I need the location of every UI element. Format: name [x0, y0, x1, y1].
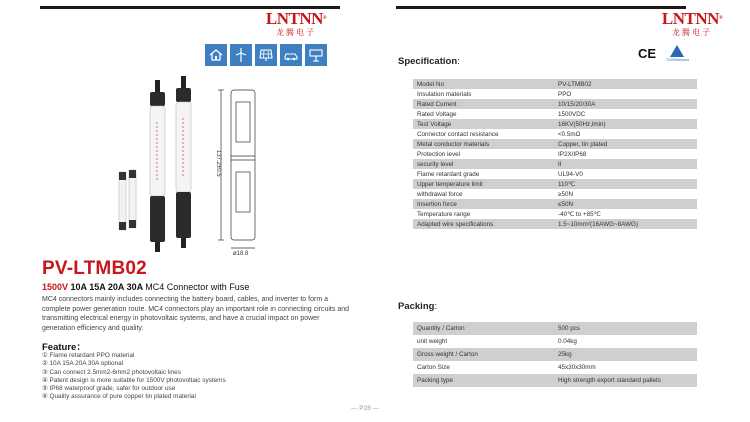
- row-value: 1500VDC: [554, 109, 697, 119]
- car-icon: [280, 44, 302, 66]
- row-value: PPO: [554, 89, 697, 99]
- row-value: 1.5~10mm²(16AWG~8AWG): [554, 219, 697, 229]
- product-description: MC4 connectors mainly includes connecting the battery board, cables, and inverter to form a complete power generation route. MC4 connectors play an important role in connecting circuits and transmitting electrical energy in photovoltaic systems, and have a crucial impact on power generation efficiency and quality.: [42, 296, 349, 332]
- table-row: [413, 159, 697, 169]
- table-row: [413, 169, 697, 179]
- row-value: 16KV(50Hz,lmin): [554, 119, 697, 129]
- specification-table: [413, 79, 697, 229]
- table-row: [413, 109, 697, 119]
- logo-subtitle: 龙腾电子: [672, 28, 712, 37]
- table-row: [413, 374, 697, 387]
- house-icon: [205, 44, 227, 66]
- brand-logo-left: LNTNN® 龙腾电子: [265, 9, 327, 37]
- row-value: PV-LTMB02: [554, 79, 697, 89]
- row-value: 110℃: [554, 179, 697, 189]
- application-icons: [205, 44, 327, 66]
- fuse-holder-small-image: [119, 170, 136, 230]
- row-label: Quantity / Carton: [413, 322, 554, 335]
- row-label: withdrawal force: [413, 189, 554, 199]
- row-value: Copper, tin plated: [554, 139, 697, 149]
- row-label: Insulation materials: [413, 89, 554, 99]
- row-value: 45x30x30mm: [554, 361, 697, 374]
- product-type: MC4 Connector with Fuse: [145, 282, 250, 292]
- wind-turbine-icon: [230, 44, 252, 66]
- tuv-mark: TÜVRheinland: [666, 45, 689, 62]
- feature-item: ⑥ Quality assurance of pure copper tin plated material: [42, 393, 196, 401]
- row-value: High strength export standard pallets: [554, 374, 697, 387]
- certification-marks: [638, 45, 689, 62]
- feature-list: [42, 352, 226, 402]
- connector-image-2: [176, 76, 191, 248]
- feature-item: ① Flame retardant PPO material: [42, 352, 135, 359]
- top-rule-right: [396, 6, 686, 9]
- row-label: Gross weight / Carton: [413, 348, 554, 361]
- feature-item: ④ Patent design is more suitable for 1500V photovoltaic systems: [42, 376, 226, 384]
- logo-subtitle: 龙腾电子: [276, 28, 316, 37]
- row-label: Model No: [413, 79, 554, 89]
- logo-mark: LNTNN: [265, 9, 323, 28]
- packing-table: [413, 322, 697, 387]
- row-label: Rated Current: [413, 99, 554, 109]
- row-label: Carton Size: [413, 361, 554, 374]
- row-label: Flame retardant grade: [413, 169, 554, 179]
- table-row: [413, 99, 697, 109]
- feature-heading: Feature：: [42, 342, 86, 353]
- row-label: unit weight: [413, 335, 554, 348]
- row-value: II: [554, 159, 697, 169]
- product-subtitle: [42, 282, 249, 292]
- billboard-icon: [305, 44, 327, 66]
- page-number: --- P28 ---: [351, 405, 380, 412]
- diameter-dimension: ø18.8: [233, 251, 249, 257]
- table-row: [413, 79, 697, 89]
- table-row: [413, 219, 697, 229]
- technical-drawing: [218, 90, 255, 248]
- table-row: [413, 335, 697, 348]
- voltage-highlight: 1500V: [42, 282, 69, 292]
- row-label: Metal conductor materials: [413, 139, 554, 149]
- row-label: Rated Voltage: [413, 109, 554, 119]
- feature-item: ② 10A 15A 20A 30A optional: [42, 360, 124, 368]
- connector-image-1: [150, 80, 165, 252]
- table-row: [413, 129, 697, 139]
- packing-heading: Packing:: [398, 301, 438, 312]
- row-value: IP2X/IP68: [554, 149, 697, 159]
- feature-item: ③ Can connect 2.5mm2-6mm2 photovoltaic lines: [42, 368, 181, 376]
- row-label: Adapted wire specifications: [413, 219, 554, 229]
- row-label: Test Voltage: [413, 119, 554, 129]
- ce-mark: CE: [638, 46, 657, 61]
- table-row: [413, 361, 697, 374]
- table-row: [413, 179, 697, 189]
- feature-item: ⑤ IP68 waterproof grade, safer for outdoor use: [42, 385, 176, 393]
- row-label: Insertion force: [413, 199, 554, 209]
- row-value: -40℃ to +85℃: [554, 209, 697, 219]
- specification-heading: Specification:: [398, 56, 460, 67]
- table-row: [413, 139, 697, 149]
- row-value: UL94-V0: [554, 169, 697, 179]
- row-label: security level: [413, 159, 554, 169]
- solar-panel-icon: [255, 44, 277, 66]
- table-row: [413, 199, 697, 209]
- product-illustration: [105, 72, 275, 258]
- row-value: 10/15/20/30A: [554, 99, 697, 109]
- row-value: 0.04kg: [554, 335, 697, 348]
- product-title: PV-LTMB02: [42, 258, 147, 279]
- row-value: ≤50N: [554, 199, 697, 209]
- row-value: 500 pcs: [554, 322, 697, 335]
- logo-mark: LNTNN: [661, 9, 719, 28]
- tuv-triangle-icon: [670, 45, 684, 57]
- table-row: [413, 209, 697, 219]
- current-options: 10A 15A 20A 30A: [70, 282, 143, 292]
- row-value: <0.5mΩ: [554, 129, 697, 139]
- brand-logo-right: LNTNN® 龙腾电子: [661, 9, 723, 37]
- row-label: Upper temperature limit: [413, 179, 554, 189]
- row-value: 25kg: [554, 348, 697, 361]
- table-row: [413, 149, 697, 159]
- table-row: [413, 348, 697, 361]
- row-label: Connector contact resistance: [413, 129, 554, 139]
- row-value: ≥50N: [554, 189, 697, 199]
- length-dimension: 137.2±0.5: [215, 150, 221, 177]
- row-label: Packing type: [413, 374, 554, 387]
- table-row: [413, 322, 697, 335]
- row-label: Protection level: [413, 149, 554, 159]
- row-label: Temperature range: [413, 209, 554, 219]
- table-row: [413, 89, 697, 99]
- table-row: [413, 119, 697, 129]
- table-row: [413, 189, 697, 199]
